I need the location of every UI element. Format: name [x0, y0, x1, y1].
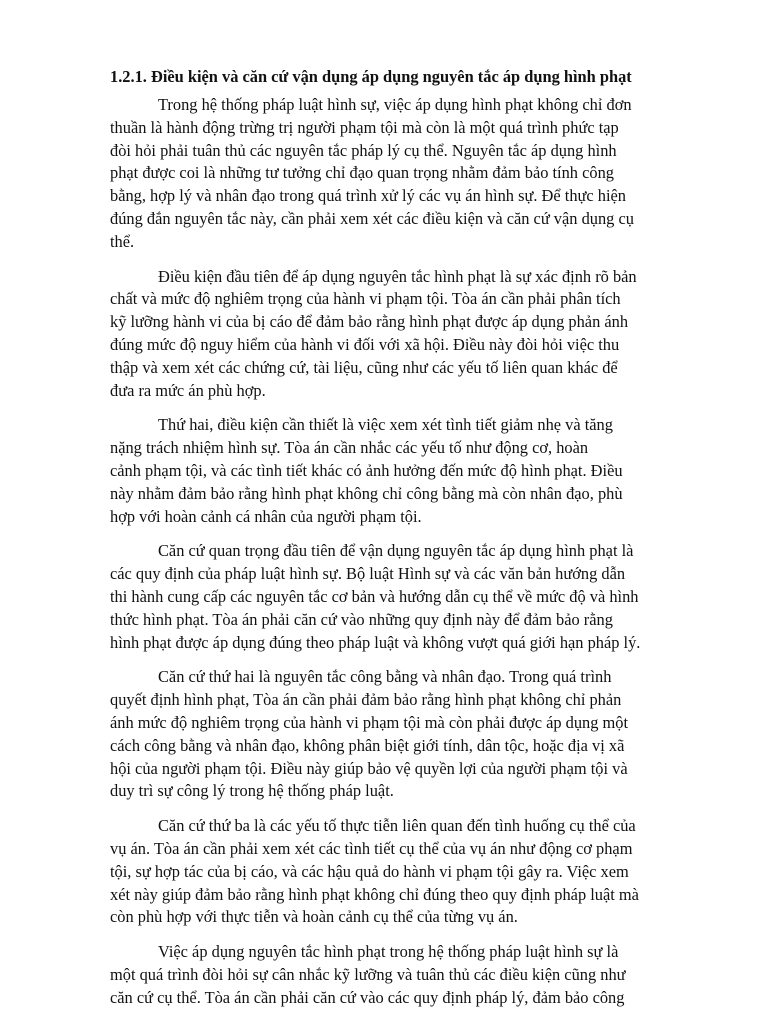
- paragraph: [110, 540, 695, 654]
- paragraph-line: thi hành cung cấp các nguyên tắc cơ bản và hướng dẫn cụ thể về mức độ và hình: [110, 586, 639, 606]
- paragraph-line: đúng mức độ nguy hiểm của hành vi đối với xã hội. Điều này đòi hỏi việc thu: [110, 334, 620, 354]
- paragraph-line: các quy định của pháp luật hình sự. Bộ luật Hình sự và các văn bản hướng dẫn: [110, 564, 626, 584]
- section-heading: 1.2.1. Điều kiện và căn cứ vận dụng áp dụng nguyên tắc áp dụng hình phạt: [110, 67, 632, 86]
- paragraph-line: Căn cứ thứ hai là nguyên tắc công bằng và nhân đạo. Trong quá trình: [158, 667, 612, 687]
- paragraph-line: Trong hệ thống pháp luật hình sự, việc áp dụng hình phạt không chỉ đơn: [158, 95, 632, 114]
- paragraph-line: hội của người phạm tội. Điều này giúp bảo vệ quyền lợi của người phạm tội và: [110, 758, 628, 778]
- paragraph-line: đúng đắn nguyên tắc này, cần phải xem xét các điều kiện và căn cứ vận dụng cụ: [110, 208, 634, 228]
- paragraph: [110, 941, 695, 1009]
- paragraph-line: này nhằm đảm bảo rằng hình phạt không chỉ công bằng mà còn nhân đạo, phù: [110, 483, 623, 503]
- paragraph-line: một quá trình đòi hỏi sự cân nhắc kỹ lưỡng và tuân thủ các điều kiện cũng như: [110, 964, 626, 984]
- paragraph-line: Điều kiện đầu tiên để áp dụng nguyên tắc hình phạt là sự xác định rõ bản: [158, 266, 637, 286]
- paragraph-line: duy trì sự công lý trong hệ thống pháp luật.: [110, 781, 394, 801]
- paragraph-line: hình phạt được áp dụng đúng theo pháp luật và không vượt quá giới hạn pháp lý.: [110, 632, 641, 652]
- paragraph-line: vụ án. Tòa án cần phải xem xét các tình tiết cụ thể của vụ án như động cơ phạm: [110, 838, 633, 858]
- paragraph-line: thể.: [110, 231, 135, 251]
- paragraph-line: thức hình phạt. Tòa án phải căn cứ vào những quy định này để đảm bảo rằng: [110, 609, 613, 629]
- paragraph-line: hợp với hoàn cảnh cá nhân của người phạm tội.: [110, 506, 422, 526]
- paragraph-line: chất và mức độ nghiêm trọng của hành vi phạm tội. Tòa án cần phải phân tích: [110, 289, 621, 309]
- paragraph-line: đưa ra mức án phù hợp.: [110, 380, 266, 400]
- paragraph-list: [110, 94, 695, 1009]
- paragraph-line: bằng, hợp lý và nhân đạo trong quá trình xử lý các vụ án hình sự. Để thực hiện: [110, 186, 626, 206]
- paragraph-line: nặng trách nhiệm hình sự. Tòa án cần nhắc các yếu tố như động cơ, hoàn: [110, 438, 589, 458]
- paragraph-line: phạt được coi là những tư tưởng chỉ đạo quan trọng nhằm đảm bảo tính công: [110, 163, 614, 183]
- paragraph-line: cách công bằng và nhân đạo, không phân biệt giới tính, dân tộc, hoặc địa vị xã: [110, 735, 625, 755]
- paragraph-line: Căn cứ quan trọng đầu tiên để vận dụng nguyên tắc áp dụng hình phạt là: [158, 541, 634, 561]
- paragraph-line: Việc áp dụng nguyên tắc hình phạt trong hệ thống pháp luật hình sự là: [158, 942, 619, 962]
- paragraph-line: ánh mức độ nghiêm trọng của hành vi phạm tội mà còn phải được áp dụng một: [110, 712, 629, 732]
- paragraph-line: cảnh phạm tội, và các tình tiết khác có ảnh hưởng đến mức độ hình phạt. Điều: [110, 460, 623, 480]
- paragraph-line: quyết định hình phạt, Tòa án cần phải đảm bảo rằng hình phạt không chỉ phản: [110, 690, 622, 710]
- paragraph-line: kỹ lưỡng hành vi của bị cáo để đảm bảo rằng hình phạt được áp dụng phản ánh: [110, 312, 629, 332]
- paragraph-line: đòi hỏi phải tuân thủ các nguyên tắc pháp lý cụ thể. Nguyên tắc áp dụng hình: [110, 140, 617, 160]
- paragraph-line: căn cứ cụ thể. Tòa án cần phải căn cứ vào các quy định pháp lý, đảm bảo công: [110, 987, 625, 1007]
- paragraph: [110, 414, 695, 528]
- paragraph-line: thập và xem xét các chứng cứ, tài liệu, cũng như các yếu tố liên quan khác để: [110, 357, 618, 377]
- paragraph: [110, 666, 695, 803]
- paragraph-line: Thứ hai, điều kiện cần thiết là việc xem xét tình tiết giảm nhẹ và tăng: [158, 415, 613, 435]
- paragraph-line: xét này giúp đảm bảo rằng hình phạt không chỉ đúng theo quy định pháp luật mà: [110, 884, 639, 904]
- paragraph-line: Căn cứ thứ ba là các yếu tố thực tiễn liên quan đến tình huống cụ thể của: [158, 816, 636, 836]
- paragraph-line: còn phù hợp với thực tiễn và hoàn cảnh cụ thể của từng vụ án.: [110, 907, 518, 927]
- paragraph-line: thuần là hành động trừng trị người phạm tội mà còn là một quá trình phức tạp: [110, 117, 619, 137]
- paragraph: [110, 94, 695, 254]
- paragraph: [110, 266, 695, 403]
- paragraph-line: tội, sự hợp tác của bị cáo, và các hậu quả do hành vi phạm tội gây ra. Việc xem: [110, 861, 629, 881]
- document-page: [110, 66, 695, 1021]
- paragraph: [110, 815, 695, 929]
